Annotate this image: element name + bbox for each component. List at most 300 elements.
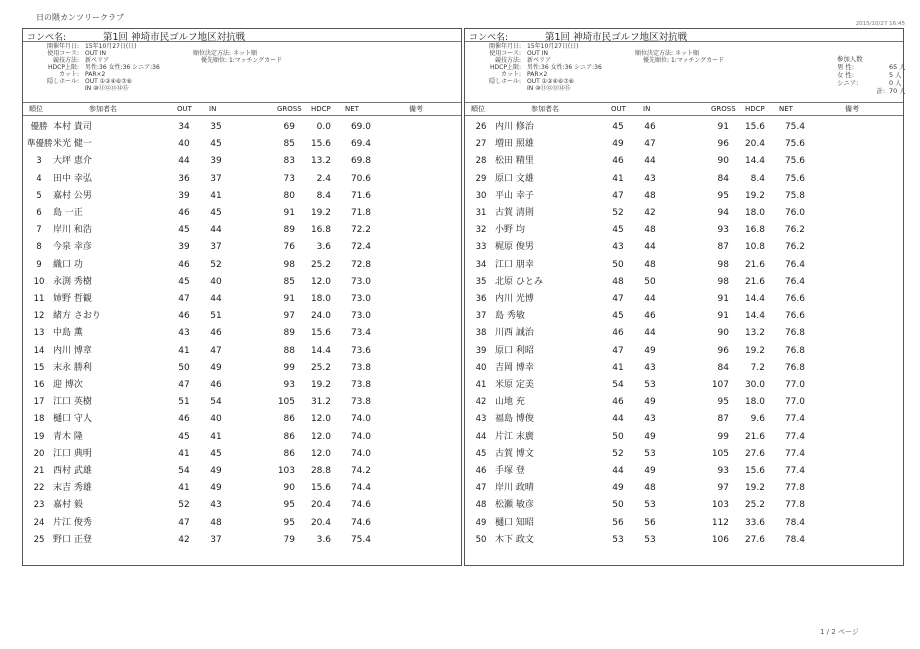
cell-in: 48 <box>210 517 222 528</box>
table-row <box>465 411 903 428</box>
cell-in: 46 <box>644 122 656 132</box>
cell-hdcp: 15.6 <box>310 139 331 150</box>
table-row <box>465 360 903 377</box>
cell-net: 75.6 <box>784 173 805 184</box>
cell-name: 内川 光博 <box>495 294 534 304</box>
cell-in: 35 <box>210 122 222 132</box>
col-name: 参加者名 <box>531 105 559 113</box>
cell-rank: 50 <box>475 534 487 545</box>
cell-name: 山地 充 <box>495 397 525 408</box>
cell-rank: 42 <box>475 397 487 408</box>
cell-net: 76.0 <box>784 208 805 218</box>
table-row <box>23 360 461 377</box>
participants-title: 参加人数 <box>837 55 863 63</box>
cell-in: 44 <box>644 328 656 339</box>
cell-name: 福島 博俊 <box>495 414 534 425</box>
info-cut-label: カット: <box>59 71 79 78</box>
info-priority-value: 1:マッチングカード <box>670 57 725 64</box>
cell-net: 73.8 <box>350 362 371 373</box>
cell-out: 52 <box>612 208 624 218</box>
cell-in: 51 <box>210 311 222 322</box>
cell-name: 片江 末廣 <box>495 431 534 442</box>
cell-name: 北原 ひとみ <box>495 276 543 287</box>
participants-total-value: 70 人 <box>889 87 906 95</box>
cell-out: 45 <box>178 276 190 287</box>
cell-rank: 46 <box>475 466 487 476</box>
cell-out: 49 <box>612 483 624 494</box>
cell-net: 73.8 <box>350 397 371 408</box>
participants-female-label: 女 性: <box>837 71 854 79</box>
table-row <box>23 394 461 411</box>
cell-name: 中島 薫 <box>53 328 83 339</box>
cell-name: 樋口 守人 <box>53 414 92 425</box>
cell-rank: 21 <box>33 466 45 476</box>
col-note: 備考 <box>845 105 859 113</box>
info-hdcp-value: 男性:36 女性:36 シニア:36 <box>527 64 602 71</box>
cell-rank: 優勝 <box>30 122 48 132</box>
table-row <box>23 446 461 463</box>
cell-gross: 96 <box>717 139 729 150</box>
participants-total-label: 計: <box>876 87 885 95</box>
cell-in: 54 <box>210 397 222 408</box>
cell-name: 古賀 清則 <box>495 208 534 218</box>
cell-net: 75.4 <box>784 122 805 132</box>
info-rank-method-label: 順位決定方法: <box>193 50 232 57</box>
info-date-label: 開催年月日: <box>488 43 521 50</box>
cell-out: 50 <box>612 259 624 270</box>
cell-rank: 16 <box>33 380 45 390</box>
table-row <box>465 257 903 274</box>
cell-hdcp: 14.4 <box>310 345 331 356</box>
cell-rank: 44 <box>475 431 487 442</box>
cell-hdcp: 21.6 <box>744 431 765 442</box>
cell-rank: 10 <box>33 276 45 287</box>
cell-gross: 91 <box>283 294 295 304</box>
cell-rank: 19 <box>33 431 45 442</box>
cell-rank: 29 <box>475 173 487 184</box>
cell-hdcp: 15.6 <box>744 122 765 132</box>
cell-hdcp: 2.4 <box>316 173 331 184</box>
table-row <box>465 325 903 342</box>
cell-rank: 41 <box>475 380 487 390</box>
table-row <box>23 463 461 480</box>
info-hidden-in-value: IN ⑩⑪⑫⑬⑭⑮ <box>85 85 129 92</box>
results-sheet-2 <box>464 21 906 566</box>
cell-hdcp: 12.0 <box>310 448 331 459</box>
cell-hdcp: 19.2 <box>310 208 331 218</box>
table-row <box>465 153 903 170</box>
col-rank: 順位 <box>471 105 485 113</box>
info-rank-method-value: ネット順 <box>232 50 257 57</box>
cell-rank: 30 <box>475 190 487 201</box>
cell-in: 37 <box>210 242 222 253</box>
cell-out: 46 <box>612 156 624 167</box>
cell-hdcp: 27.6 <box>744 448 765 459</box>
info-cut-label: カット: <box>501 71 521 78</box>
cell-in: 47 <box>644 139 656 150</box>
cell-hdcp: 25.2 <box>310 259 331 270</box>
info-date-label: 開催年月日: <box>46 43 79 50</box>
table-row <box>465 532 903 549</box>
table-row <box>23 136 461 153</box>
cell-gross: 97 <box>717 483 729 494</box>
info-hidden-label: 隠しホール: <box>47 78 79 85</box>
col-net: NET <box>345 105 359 113</box>
cell-in: 53 <box>644 448 656 459</box>
table-row <box>23 308 461 325</box>
cell-in: 49 <box>210 362 222 373</box>
info-priority-value: 1:マッチングカード <box>228 57 283 64</box>
info-priority-label: 優先順位: <box>643 57 670 64</box>
cell-rank: 28 <box>475 156 487 167</box>
cell-gross: 105 <box>711 448 729 459</box>
cell-in: 48 <box>644 259 656 270</box>
cell-hdcp: 12.0 <box>310 431 331 442</box>
competition-label: コンペ名: <box>469 33 509 43</box>
cell-out: 34 <box>178 122 190 132</box>
cell-rank: 23 <box>33 500 45 511</box>
cell-in: 48 <box>644 190 656 201</box>
cell-out: 49 <box>612 139 624 150</box>
cell-hdcp: 9.6 <box>750 414 765 425</box>
cell-rank: 36 <box>475 294 487 304</box>
cell-name: 嘉村 毅 <box>53 500 83 511</box>
cell-hdcp: 20.4 <box>310 500 331 511</box>
table-row <box>465 171 903 188</box>
info-cut-value: PAR×2 <box>527 71 548 78</box>
cell-out: 46 <box>178 414 190 425</box>
cell-gross: 86 <box>283 414 295 425</box>
cell-name: 江口 典明 <box>53 448 92 459</box>
cell-in: 37 <box>210 534 222 545</box>
cell-name: 島 一正 <box>53 208 83 218</box>
col-note: 備考 <box>409 105 423 113</box>
cell-out: 45 <box>178 431 190 442</box>
cell-gross: 95 <box>283 517 295 528</box>
cell-name: 平山 幸子 <box>495 190 534 201</box>
col-name: 参加者名 <box>89 105 117 113</box>
participants-senior-value: 0 人 <box>889 79 902 87</box>
cell-in: 50 <box>644 276 656 287</box>
table-row <box>23 274 461 291</box>
info-hdcp-value: 男性:36 女性:36 シニア:36 <box>85 64 160 71</box>
table-row <box>465 463 903 480</box>
cell-net: 72.8 <box>350 259 371 270</box>
cell-in: 53 <box>644 500 656 511</box>
cell-net: 73.8 <box>350 380 371 390</box>
cell-hdcp: 15.6 <box>310 328 331 339</box>
table-row <box>23 377 461 394</box>
cell-net: 74.6 <box>350 500 371 511</box>
cell-rank: 24 <box>33 517 45 528</box>
info-method-value: 新ペリア <box>85 57 110 64</box>
cell-name: 江口 英樹 <box>53 397 92 408</box>
cell-rank: 17 <box>33 397 45 408</box>
cell-out: 51 <box>178 397 190 408</box>
info-method-label: 競技方法: <box>494 57 521 64</box>
col-gross: GROSS <box>277 105 302 113</box>
cell-net: 74.0 <box>350 431 371 442</box>
competition-title: 第1回 神埼市民ゴルフ地区対抗戦 <box>103 32 246 43</box>
cell-out: 47 <box>178 517 190 528</box>
cell-hdcp: 18.0 <box>744 208 765 218</box>
cell-rank: 49 <box>475 517 487 528</box>
cell-rank: 25 <box>33 534 45 545</box>
cell-gross: 89 <box>283 225 295 236</box>
cell-in: 45 <box>210 139 222 150</box>
cell-gross: 103 <box>277 466 295 476</box>
info-date-value: 15年10月27日(日) <box>527 43 579 50</box>
cell-in: 43 <box>644 173 656 184</box>
table-row <box>23 429 461 446</box>
cell-gross: 86 <box>283 448 295 459</box>
table-row <box>23 239 461 256</box>
info-course-value: OUT IN <box>527 50 548 57</box>
cell-in: 46 <box>210 380 222 390</box>
col-hdcp: HDCP <box>745 105 765 113</box>
table-row <box>23 480 461 497</box>
cell-name: 江口 朋幸 <box>495 259 534 270</box>
cell-gross: 91 <box>717 122 729 132</box>
table-row <box>465 394 903 411</box>
cell-net: 76.6 <box>784 311 805 322</box>
cell-in: 43 <box>644 414 656 425</box>
cell-name: 末永 勝利 <box>53 362 92 373</box>
cell-hdcp: 21.6 <box>744 276 765 287</box>
cell-net: 77.8 <box>784 483 805 494</box>
cell-name: 織口 功 <box>53 259 83 270</box>
cell-hdcp: 15.6 <box>744 466 765 476</box>
cell-in: 44 <box>644 242 656 253</box>
cell-hdcp: 3.6 <box>316 534 331 545</box>
cell-out: 41 <box>612 362 624 373</box>
cell-net: 75.8 <box>784 190 805 201</box>
info-hidden-in-value: IN ⑩⑪⑫⑬⑭⑮ <box>527 85 571 92</box>
cell-gross: 96 <box>717 345 729 356</box>
cell-in: 42 <box>644 208 656 218</box>
cell-in: 41 <box>210 431 222 442</box>
participants-male-value: 65 人 <box>889 63 906 71</box>
cell-hdcp: 3.6 <box>316 242 331 253</box>
info-rank-method-label: 順位決定方法: <box>635 50 674 57</box>
cell-hdcp: 12.0 <box>310 414 331 425</box>
cell-gross: 98 <box>717 259 729 270</box>
cell-rank: 22 <box>33 483 45 494</box>
table-row <box>465 377 903 394</box>
cell-gross: 97 <box>283 311 295 322</box>
cell-name: 永渕 秀樹 <box>53 276 92 287</box>
cell-in: 49 <box>210 466 222 476</box>
cell-net: 78.4 <box>784 517 805 528</box>
col-out: OUT <box>177 105 192 113</box>
results-table-header <box>465 102 903 116</box>
cell-net: 77.8 <box>784 500 805 511</box>
participants-senior-label: シニア: <box>837 79 859 87</box>
cell-gross: 107 <box>711 380 729 390</box>
cell-net: 76.8 <box>784 362 805 373</box>
cell-rank: 33 <box>475 242 487 253</box>
cell-gross: 79 <box>283 534 295 545</box>
cell-gross: 85 <box>283 139 295 150</box>
participants-senior <box>837 79 902 87</box>
cell-gross: 106 <box>711 534 729 545</box>
cell-hdcp: 33.6 <box>744 517 765 528</box>
col-in: IN <box>209 105 217 113</box>
cell-name: 末吉 秀雄 <box>53 483 92 494</box>
cell-gross: 93 <box>717 225 729 236</box>
cell-name: 姉野 哲観 <box>53 294 92 304</box>
cell-net: 76.6 <box>784 294 805 304</box>
info-rank-method-value: ネット順 <box>674 50 699 57</box>
cell-gross: 87 <box>717 242 729 253</box>
cell-gross: 91 <box>283 208 295 218</box>
cell-out: 41 <box>178 483 190 494</box>
cell-name: 木下 政文 <box>495 534 534 545</box>
cell-gross: 103 <box>711 500 729 511</box>
cell-in: 56 <box>644 517 656 528</box>
cell-net: 73.0 <box>350 294 371 304</box>
cell-net: 69.0 <box>350 122 371 132</box>
cell-name: 岸川 和浩 <box>53 225 92 236</box>
cell-hdcp: 31.2 <box>310 397 331 408</box>
cell-net: 77.4 <box>784 414 805 425</box>
cell-out: 45 <box>612 122 624 132</box>
cell-in: 40 <box>210 414 222 425</box>
cell-hdcp: 14.4 <box>744 311 765 322</box>
cell-in: 49 <box>644 345 656 356</box>
cell-net: 70.6 <box>350 173 371 184</box>
cell-net: 76.4 <box>784 259 805 270</box>
cell-hdcp: 16.8 <box>744 225 765 236</box>
cell-name: 小野 均 <box>495 225 525 236</box>
cell-out: 47 <box>612 294 624 304</box>
cell-rank: 準優勝 <box>27 139 53 150</box>
cell-out: 46 <box>612 328 624 339</box>
cell-rank: 9 <box>36 259 42 270</box>
table-row <box>465 222 903 239</box>
cell-net: 74.4 <box>350 483 371 494</box>
cell-out: 39 <box>178 190 190 201</box>
table-row <box>465 308 903 325</box>
cell-net: 78.4 <box>784 534 805 545</box>
cell-gross: 80 <box>283 190 295 201</box>
cell-rank: 31 <box>475 208 487 218</box>
cell-rank: 14 <box>33 345 45 356</box>
cell-in: 43 <box>644 362 656 373</box>
cell-out: 54 <box>178 466 190 476</box>
competition-title: 第1回 神埼市民ゴルフ地区対抗戦 <box>545 32 688 43</box>
cell-rank: 6 <box>36 208 42 218</box>
cell-name: 田中 幸弘 <box>53 173 92 184</box>
table-row <box>465 515 903 532</box>
info-priority-label: 優先順位: <box>201 57 228 64</box>
cell-in: 43 <box>210 500 222 511</box>
table-row <box>23 257 461 274</box>
cell-out: 56 <box>612 517 624 528</box>
cell-net: 77.0 <box>784 397 805 408</box>
info-priority <box>643 57 724 65</box>
table-row <box>23 291 461 308</box>
info-date-value: 15年10月27日(日) <box>85 43 137 50</box>
cell-net: 75.6 <box>784 139 805 150</box>
cell-rank: 47 <box>475 483 487 494</box>
cell-hdcp: 19.2 <box>744 345 765 356</box>
cell-name: 手塚 登 <box>495 466 525 476</box>
cell-hdcp: 13.2 <box>310 156 331 167</box>
info-course-value: OUT IN <box>85 50 106 57</box>
cell-out: 39 <box>178 242 190 253</box>
cell-rank: 11 <box>33 294 45 304</box>
cell-out: 46 <box>178 259 190 270</box>
cell-name: 大坪 恵介 <box>53 156 92 167</box>
cell-rank: 32 <box>475 225 487 236</box>
cell-gross: 84 <box>717 362 729 373</box>
cell-net: 77.4 <box>784 448 805 459</box>
cell-in: 49 <box>210 483 222 494</box>
cell-net: 76.8 <box>784 345 805 356</box>
cell-out: 48 <box>612 276 624 287</box>
cell-rank: 7 <box>36 225 42 236</box>
cell-name: 松瀬 敏彦 <box>495 500 534 511</box>
cell-gross: 90 <box>717 156 729 167</box>
cell-in: 45 <box>210 448 222 459</box>
cell-out: 52 <box>612 448 624 459</box>
cell-in: 52 <box>210 259 222 270</box>
competition-bar <box>23 29 461 42</box>
cell-in: 44 <box>210 294 222 304</box>
cell-rank: 35 <box>475 276 487 287</box>
cell-name: 内川 修治 <box>495 122 534 132</box>
table-row <box>465 205 903 222</box>
cell-out: 45 <box>612 225 624 236</box>
cell-net: 69.4 <box>350 139 371 150</box>
cell-out: 43 <box>178 328 190 339</box>
cell-hdcp: 18.0 <box>744 397 765 408</box>
cell-name: 原口 文雄 <box>495 173 534 184</box>
cell-rank: 38 <box>475 328 487 339</box>
table-row <box>23 205 461 222</box>
cell-rank: 43 <box>475 414 487 425</box>
cell-out: 47 <box>612 345 624 356</box>
cell-out: 47 <box>178 294 190 304</box>
cell-hdcp: 15.6 <box>310 483 331 494</box>
info-hdcp-label: HDCP上限: <box>490 64 521 71</box>
cell-gross: 93 <box>283 380 295 390</box>
cell-net: 69.8 <box>350 156 371 167</box>
cell-hdcp: 21.6 <box>744 259 765 270</box>
cell-out: 50 <box>178 362 190 373</box>
cell-net: 74.6 <box>350 517 371 528</box>
cell-name: 梶原 俊男 <box>495 242 534 253</box>
cell-hdcp: 19.2 <box>744 483 765 494</box>
cell-hdcp: 20.4 <box>744 139 765 150</box>
cell-name: 野口 正登 <box>53 534 92 545</box>
cell-hdcp: 16.8 <box>310 225 331 236</box>
cell-hdcp: 10.8 <box>744 242 765 253</box>
cell-name: 内川 博章 <box>53 345 92 356</box>
cell-hdcp: 14.4 <box>744 156 765 167</box>
cell-in: 44 <box>644 156 656 167</box>
cell-gross: 98 <box>717 276 729 287</box>
cell-gross: 95 <box>717 397 729 408</box>
cell-in: 47 <box>210 345 222 356</box>
cell-net: 73.0 <box>350 311 371 322</box>
cell-gross: 112 <box>711 517 729 528</box>
cell-in: 49 <box>644 431 656 442</box>
table-row <box>23 515 461 532</box>
cell-hdcp: 0.0 <box>316 122 331 132</box>
cell-name: 増田 照雄 <box>495 139 534 150</box>
